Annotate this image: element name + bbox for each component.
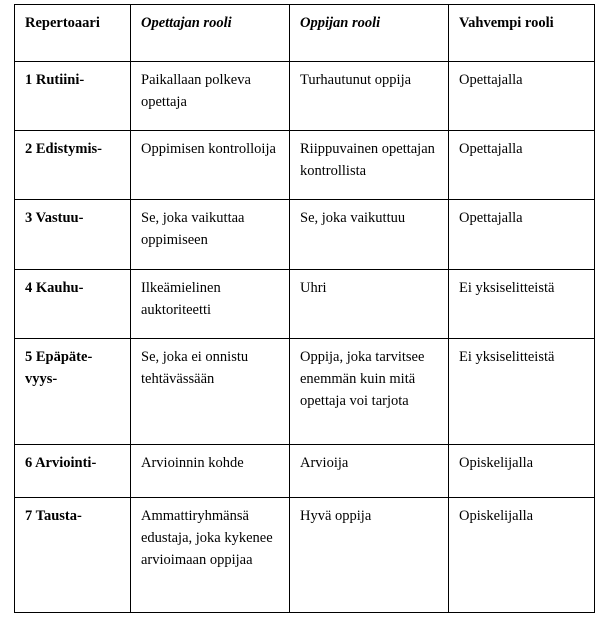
cell-repertoaari: 1 Rutiini- <box>15 62 131 131</box>
cell-oppijan-rooli: Arvioija <box>290 445 449 498</box>
cell-oppijan-rooli: Uhri <box>290 270 449 339</box>
cell-opettajan-rooli: Ilkeämielinen auktoriteetti <box>131 270 290 339</box>
cell-vahvempi-rooli: Opiskelijalla <box>449 498 595 613</box>
cell-vahvempi-rooli: Opiskelijalla <box>449 445 595 498</box>
cell-opettajan-rooli: Oppimisen kontrolloija <box>131 131 290 200</box>
header-vahvempi-rooli: Vahvempi rooli <box>449 5 595 62</box>
header-oppijan-rooli: Oppijan rooli <box>290 5 449 62</box>
header-opettajan-rooli: Opettajan rooli <box>131 5 290 62</box>
cell-oppijan-rooli: Oppija, joka tarvitsee enemmän kuin mitä opettaja voi tarjota <box>290 339 449 445</box>
cell-repertoaari: 2 Edistymis- <box>15 131 131 200</box>
repertoire-table <box>14 4 595 613</box>
cell-oppijan-rooli: Hyvä oppija <box>290 498 449 613</box>
cell-repertoaari: 4 Kauhu- <box>15 270 131 339</box>
cell-opettajan-rooli: Ammattiryhmänsä edustaja, joka kykenee arvioimaan oppijaa <box>131 498 290 613</box>
cell-opettajan-rooli: Se, joka vaikuttaa oppimiseen <box>131 200 290 270</box>
cell-vahvempi-rooli: Opettajalla <box>449 200 595 270</box>
cell-oppijan-rooli: Turhautunut oppija <box>290 62 449 131</box>
cell-vahvempi-rooli: Opettajalla <box>449 62 595 131</box>
cell-vahvempi-rooli: Ei yksiselitteistä <box>449 339 595 445</box>
table-row <box>15 131 595 200</box>
cell-oppijan-rooli: Se, joka vaikuttuu <box>290 200 449 270</box>
table-row <box>15 445 595 498</box>
cell-vahvempi-rooli: Opettajalla <box>449 131 595 200</box>
cell-opettajan-rooli: Arvioinnin kohde <box>131 445 290 498</box>
header-repertoaari: Repertoaari <box>15 5 131 62</box>
table-row <box>15 339 595 445</box>
table-row <box>15 270 595 339</box>
table-row <box>15 62 595 131</box>
cell-repertoaari: 3 Vastuu- <box>15 200 131 270</box>
table-row <box>15 498 595 613</box>
cell-opettajan-rooli: Se, joka ei onnistu tehtävässään <box>131 339 290 445</box>
cell-repertoaari: 7 Tausta- <box>15 498 131 613</box>
cell-oppijan-rooli: Riippuvainen opettajan kontrollista <box>290 131 449 200</box>
cell-vahvempi-rooli: Ei yksiselitteistä <box>449 270 595 339</box>
table-row <box>15 200 595 270</box>
cell-repertoaari: 5 Epäpäte-vyys- <box>15 339 131 445</box>
cell-repertoaari: 6 Arviointi- <box>15 445 131 498</box>
cell-opettajan-rooli: Paikallaan polkeva opettaja <box>131 62 290 131</box>
table-header-row <box>15 5 595 62</box>
